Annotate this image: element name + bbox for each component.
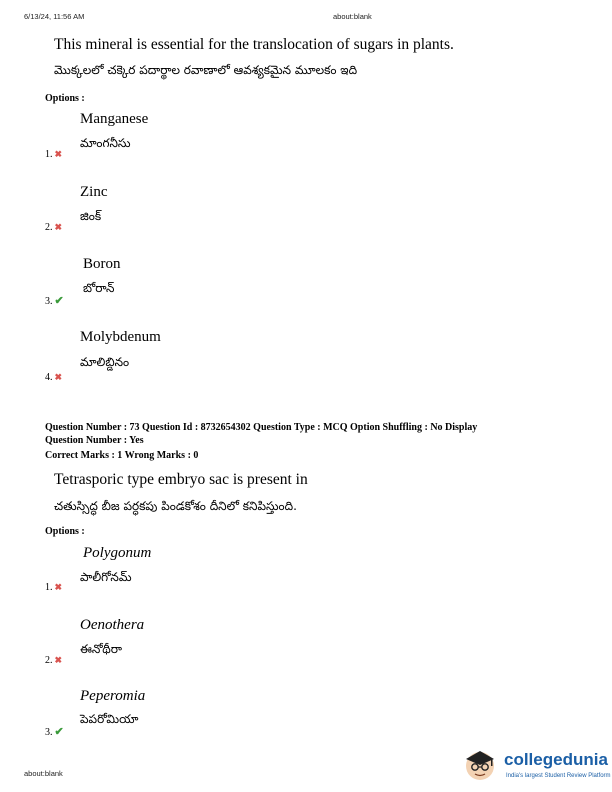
correct-check-icon: ✔ bbox=[54, 295, 64, 307]
question-meta-line-3: Correct Marks : 1 Wrong Marks : 0 bbox=[45, 450, 199, 461]
question-text-te: చతుస్సిద్ధ బీజ పర్ధకపు పిండకోశం దీనిలో కనిపిస్తుంది. bbox=[54, 499, 297, 513]
option-number-text: 3. bbox=[45, 296, 53, 307]
option-3-en: Boron bbox=[83, 256, 121, 272]
option-number-text: 1. bbox=[45, 582, 53, 593]
wrong-mark-icon: ✖ bbox=[54, 372, 63, 382]
option-1-number bbox=[45, 582, 62, 593]
option-2-te: జింక్ bbox=[80, 209, 102, 223]
options-label: Options : bbox=[45, 526, 85, 537]
option-number-text: 2. bbox=[45, 222, 53, 233]
option-3-number bbox=[45, 294, 64, 307]
option-3-number bbox=[45, 725, 64, 738]
option-1-en: Polygonum bbox=[83, 545, 152, 561]
question-meta-line-1: Question Number : 73 Question Id : 8732654302 Question Type : MCQ Option Shuffling : No Display bbox=[45, 422, 478, 433]
option-2-number bbox=[45, 222, 62, 233]
option-1-en: Manganese bbox=[80, 111, 149, 127]
wrong-mark-icon: ✖ bbox=[54, 222, 63, 232]
option-number-text: 2. bbox=[45, 655, 53, 666]
option-2-number bbox=[45, 655, 62, 666]
print-datetime: 6/13/24, 11:56 AM bbox=[24, 12, 85, 21]
page-title: about:blank bbox=[333, 12, 372, 21]
option-number-text: 4. bbox=[45, 372, 53, 383]
option-3-te: బోరాన్ bbox=[83, 281, 115, 295]
option-1-number bbox=[45, 149, 62, 160]
option-4-te: మాలిబ్డినం bbox=[80, 355, 130, 369]
option-4-number bbox=[45, 372, 62, 383]
correct-check-icon: ✔ bbox=[54, 726, 64, 738]
option-2-en: Oenothera bbox=[80, 617, 145, 633]
option-2-en: Zinc bbox=[80, 184, 108, 200]
question-text-en: This mineral is essential for the translocation of sugars in plants. bbox=[54, 36, 454, 53]
option-1-te: మాంగనీసు bbox=[80, 136, 131, 150]
brand-name: collegedunia bbox=[504, 750, 608, 769]
question-text-te: మొక్కలలో చక్కెర పదార్థాల రవాణాలో ఆవశ్యకమైన మూలకం ఇది bbox=[54, 63, 358, 77]
option-3-en: Peperomia bbox=[80, 688, 146, 704]
option-4-en: Molybdenum bbox=[80, 329, 161, 345]
option-number-text: 1. bbox=[45, 149, 53, 160]
option-1-te: పాలీగోనమ్ bbox=[80, 570, 132, 584]
option-2-te: ఈనోథీరా bbox=[80, 642, 123, 656]
wrong-mark-icon: ✖ bbox=[54, 655, 63, 665]
wrong-mark-icon: ✖ bbox=[54, 149, 63, 159]
question-text-en: Tetrasporic type embryo sac is present in bbox=[54, 471, 308, 488]
question-meta-line-2: Question Number : Yes bbox=[45, 435, 144, 446]
option-number-text: 3. bbox=[45, 727, 53, 738]
collegedunia-logo bbox=[462, 744, 612, 792]
mascot-icon bbox=[462, 746, 498, 782]
options-label: Options : bbox=[45, 93, 85, 104]
footer-url: about:blank bbox=[24, 769, 63, 778]
wrong-mark-icon: ✖ bbox=[54, 582, 63, 592]
option-3-te: పెపరోమియా bbox=[80, 712, 139, 726]
brand-tagline: India's largest Student Review Platform bbox=[506, 773, 611, 779]
